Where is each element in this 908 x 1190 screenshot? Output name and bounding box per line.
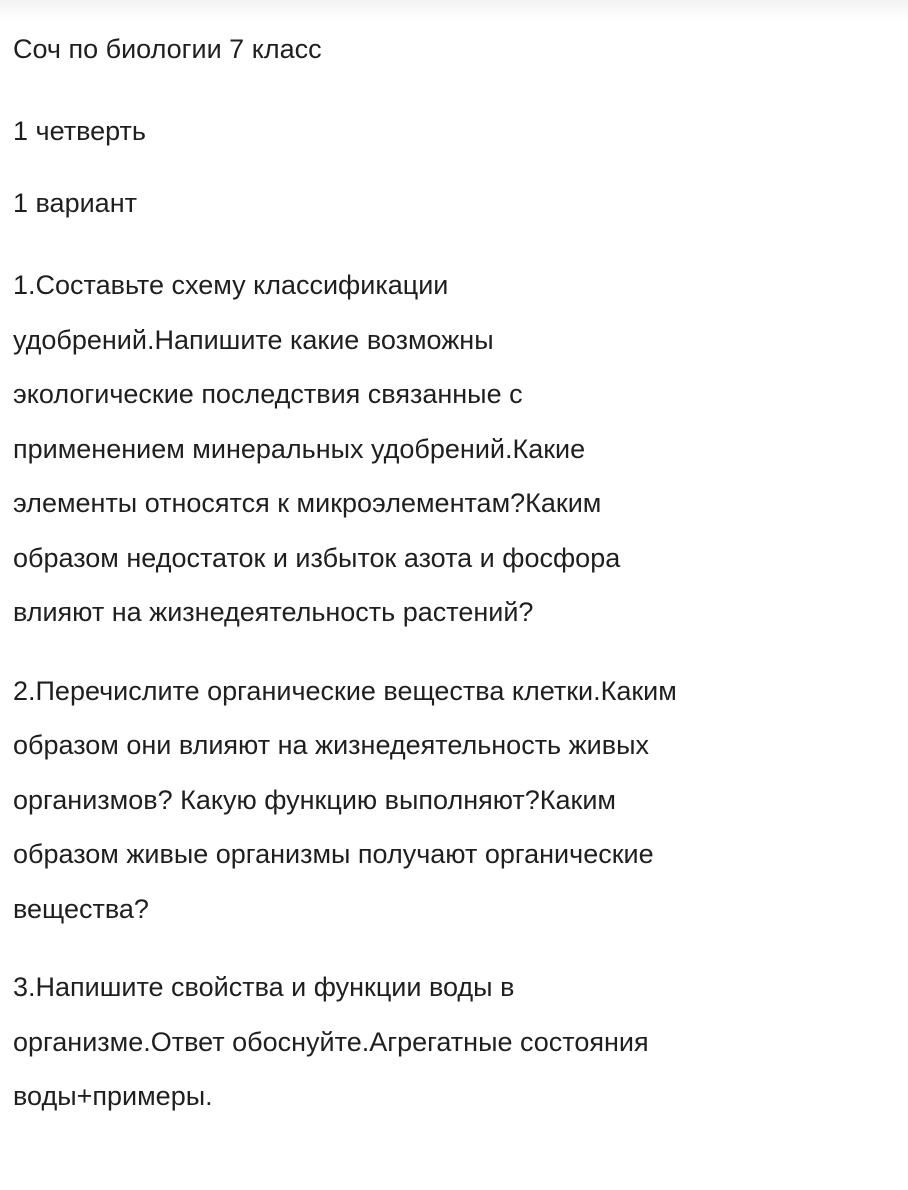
question-line: образом недостаток и избыток азота и фосфора bbox=[13, 542, 621, 573]
question-line: воды+примеры. bbox=[13, 1081, 213, 1111]
question-line: экологические последствия связанные с bbox=[13, 379, 523, 409]
variant-label: 1 вариант bbox=[13, 188, 137, 218]
question-line: применением минеральных удобрений.Какие bbox=[13, 433, 586, 464]
question-line: организме.Ответ обоснуйте.Агрегатные состояния bbox=[13, 1026, 649, 1057]
question-line: образом они влияют на жизнедеятельность живых bbox=[13, 730, 650, 760]
question-line: удобрений.Напишите какие возможны bbox=[13, 324, 494, 355]
question-line: образом живые организмы получают органические bbox=[13, 839, 654, 869]
question-line: организмов? Какую функцию выполняют?Каким bbox=[13, 784, 616, 815]
question-line: 2.Перечислите органические вещества клетки.Каким bbox=[13, 675, 677, 706]
quarter-label: 1 четверть bbox=[13, 116, 146, 146]
question-1 bbox=[13, 258, 888, 640]
question-line: вещества? bbox=[13, 893, 149, 924]
question-line: элементы относятся к микроэлементам?Каким bbox=[13, 488, 602, 518]
document-title: Соч по биологии 7 класс bbox=[13, 34, 322, 64]
question-line: влияют на жизнедеятельность растений? bbox=[13, 597, 534, 627]
question-3 bbox=[13, 960, 888, 1124]
question-line: 3.Напишите свойства и функции воды в bbox=[13, 972, 515, 1002]
question-2 bbox=[13, 664, 888, 937]
question-line: 1.Составьте схему классификации bbox=[13, 270, 449, 300]
